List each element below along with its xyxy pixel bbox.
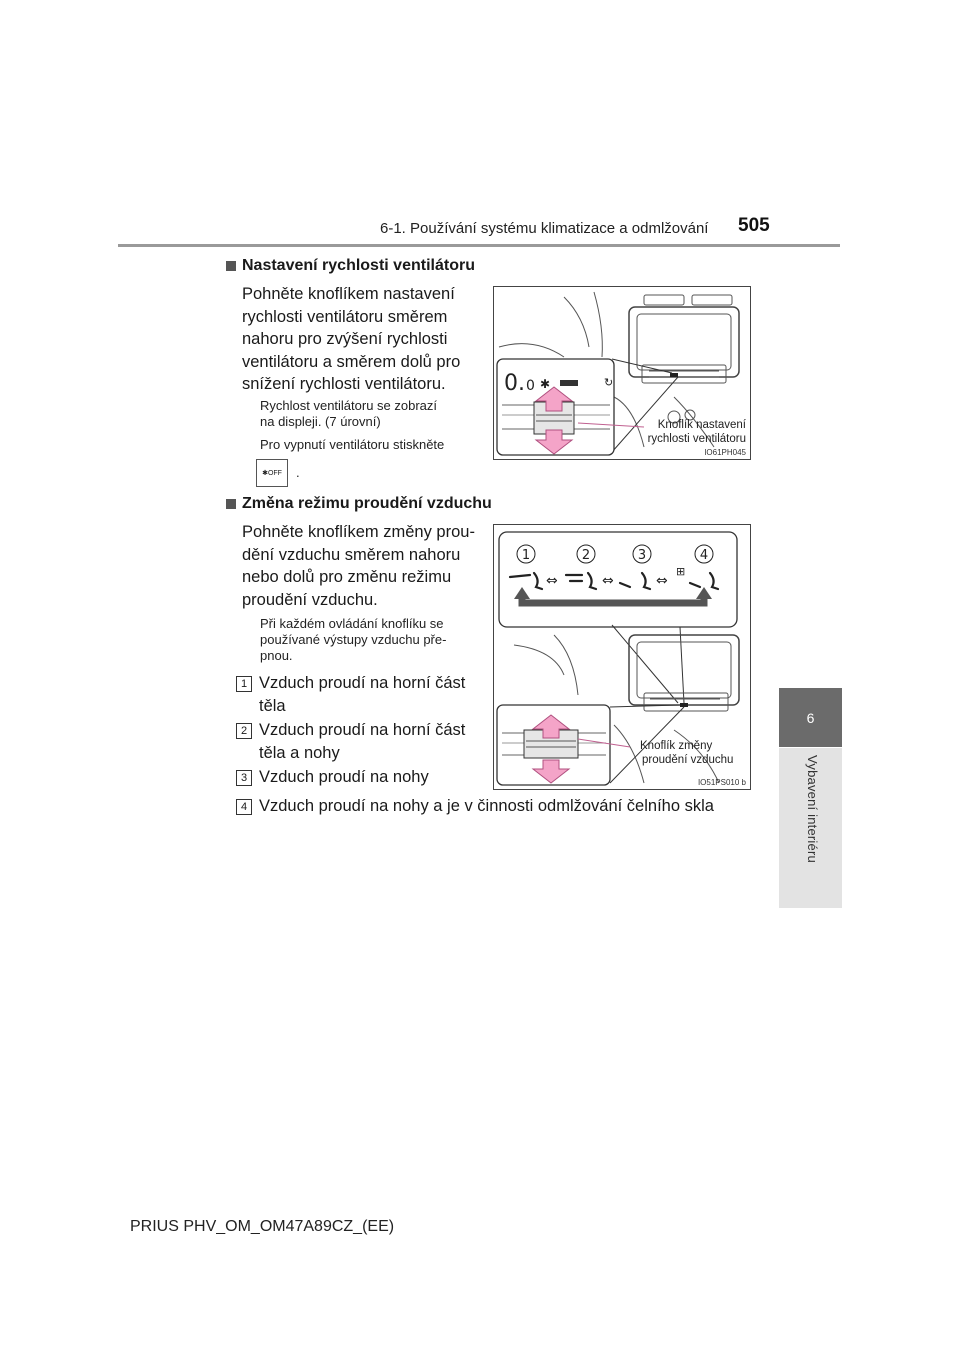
section-title: 6-1. Používání systému klimatizace a odmlžování (380, 220, 709, 237)
square-bullet-icon (226, 499, 236, 509)
text-line: nahoru pro zvýšení rychlosti (242, 330, 448, 348)
double-arrow-icon: ⇔ (602, 573, 614, 589)
section-heading-fan-speed (226, 257, 475, 275)
text-line: Pohněte knoflíkem změny prou- (242, 523, 475, 541)
fan-off-note: Pro vypnutí ventilátoru stiskněte (260, 437, 445, 452)
figure-callout: Knoflík nastavení rychlosti ventilátoru (647, 419, 746, 445)
airflow-knob-marker (680, 703, 688, 707)
mode-number-4: 4 (699, 548, 709, 563)
item-number: 2 (236, 723, 252, 739)
list-item: Vzduch proudí na horní část těla a nohy (259, 721, 466, 762)
mode-number-1: 1 (521, 548, 531, 563)
text-line: rychlosti ventilátoru směrem (242, 307, 448, 326)
figure-fan-speed-knob (493, 286, 751, 460)
list-item: Vzduch proudí na horní část těla (259, 674, 466, 715)
document-code: PRIUS PHV_OM_OM47A89CZ_(EE) (130, 1218, 395, 1235)
note-line: Při každém ovládání knoflíku se (260, 616, 444, 631)
airflow-instructions (242, 521, 478, 611)
fan-speed-note (260, 398, 478, 430)
fan-off-button-icon: ✱ OFF (256, 459, 288, 487)
text-line: ventilátoru a směrem dolů pro (242, 352, 461, 371)
mode-number-3: 3 (637, 548, 647, 563)
defrost-icon: ⊞ (676, 565, 686, 578)
item-number: 1 (236, 676, 252, 692)
svg-text:0.: 0. (504, 371, 525, 396)
fan-knob-marker (670, 373, 678, 377)
mode-number-2: 2 (581, 548, 591, 563)
text-line: proudění vzduchu. (242, 590, 378, 609)
svg-text:↻: ↻ (604, 376, 614, 389)
note-line: pnou. (260, 648, 293, 663)
list-item: Vzduch proudí na nohy a je v činnosti odmlžování čelního skla (259, 797, 714, 815)
airflow-note (260, 616, 478, 664)
heading-text: Nastavení rychlosti ventilátoru (242, 257, 475, 274)
double-arrow-icon: ⇔ (546, 573, 558, 589)
page-number: 505 (738, 215, 770, 236)
double-arrow-icon: ⇔ (656, 573, 668, 589)
note-line: na displeji. (7 úrovní) (260, 414, 381, 429)
item-number: 4 (236, 799, 252, 815)
figure-code: IO51PS010 b (697, 778, 746, 787)
note-line: používané výstupy vzduchu pře- (260, 632, 447, 647)
figure-airflow-knob (493, 524, 751, 790)
section-heading-airflow-mode (226, 495, 492, 513)
square-bullet-icon (226, 261, 236, 271)
list-item: Vzduch proudí na nohy (259, 768, 429, 786)
item-number: 3 (236, 770, 252, 786)
svg-text:0: 0 (526, 378, 535, 394)
note-line: Rychlost ventilátoru se zobrazí (260, 398, 438, 413)
chapter-tab: 6 (779, 688, 842, 747)
text-line: Pohněte knoflíkem nastavení (242, 285, 455, 303)
text-line: dění vzduchu směrem nahoru (242, 545, 461, 564)
figure-code: IO61PH045 (704, 448, 746, 457)
chapter-label: Vybavení interiéru (805, 755, 820, 863)
svg-text:✱: ✱ (540, 377, 551, 391)
fan-speed-instructions (242, 283, 478, 396)
fan-glyph-icon: ✱ (262, 470, 268, 477)
heading-text: Změna režimu proudění vzduchu (242, 495, 492, 512)
figure-callout: Knoflík změny proudění vzduchu (640, 740, 734, 766)
header-rule (118, 244, 840, 247)
note-end: . (296, 465, 300, 480)
text-line: snížení rychlosti ventilátoru. (242, 375, 446, 393)
text-line: nebo dolů pro změnu režimu (242, 568, 452, 586)
